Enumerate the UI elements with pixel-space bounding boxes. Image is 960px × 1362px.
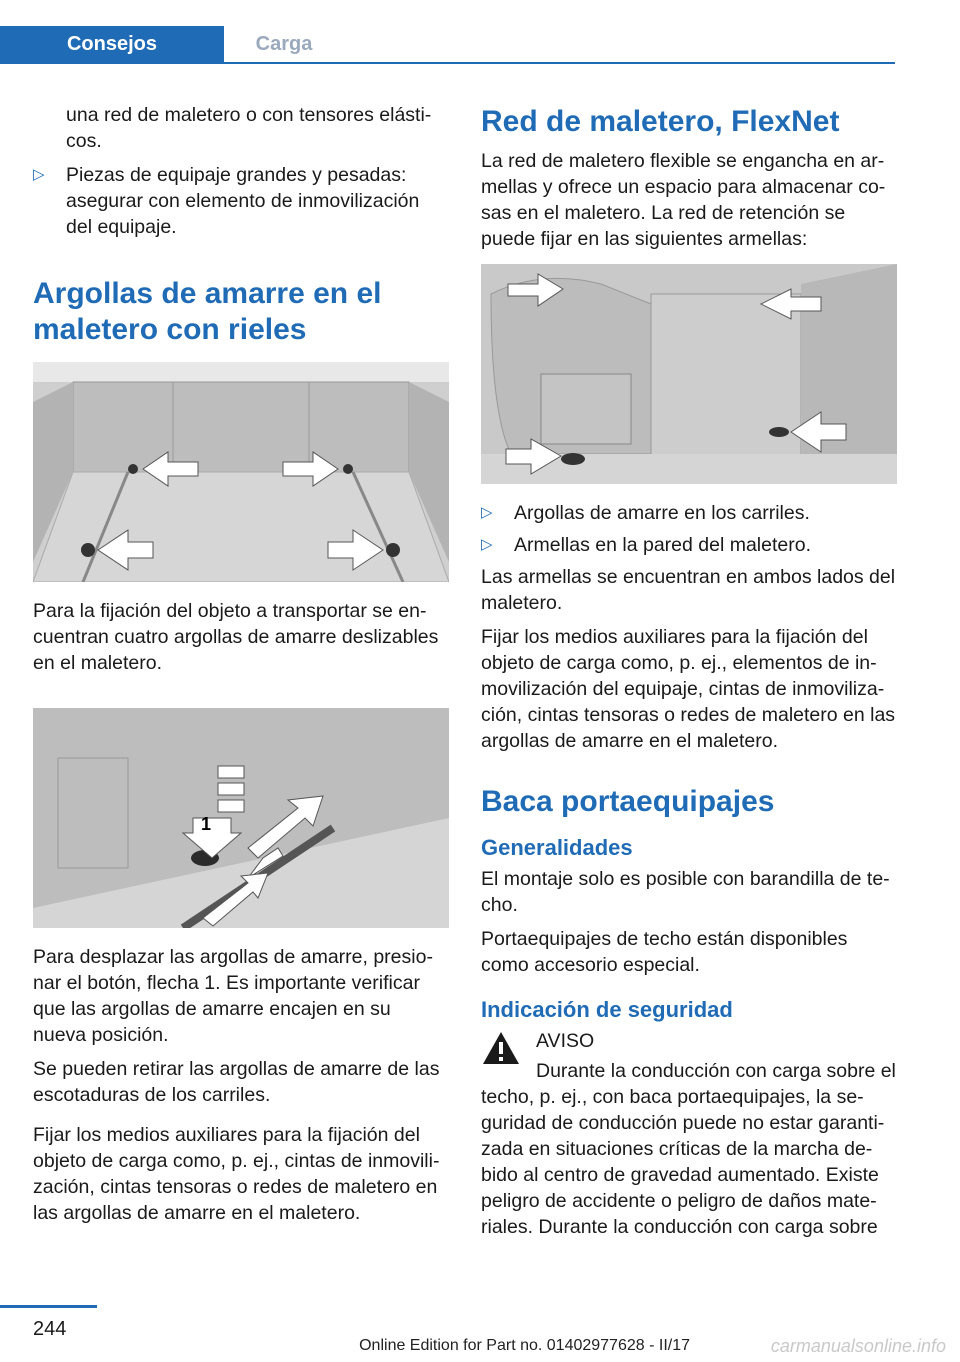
list-item: ▷ Armellas en la pared del maletero. xyxy=(481,534,811,556)
watermark: carmanualsonline.info xyxy=(770,1336,946,1356)
paragraph: Fijar los medios auxiliares para la fijación del objeto de carga como, p. ej., elementos de in-movilización del equipaje, cintas de inmoviliza-ción, cintas tensoras o redes de maletero en las argollas de amarre en el maletero. xyxy=(481,626,896,752)
paragraph: Para la fijación del objeto a transportar se en-cuentran cuatro argollas de amarre deslizables en el maletero. xyxy=(33,600,439,674)
paragraph: La red de maletero flexible se engancha en ar-mellas y ofrece un espacio para almacenar co-sas en el maletero. La red de retención se puede fijar en las siguientes armellas: xyxy=(481,150,886,250)
section-heading: Baca portaequipajes xyxy=(481,785,775,818)
warning-triangle-icon xyxy=(481,1030,521,1073)
edition-text: Online Edition for Part no. 01402977628 - II/17 xyxy=(359,1337,690,1354)
subsection-heading: Indicación de seguridad xyxy=(481,997,733,1022)
list-item: ▷ Argollas de amarre en los carriles. xyxy=(481,502,810,524)
paragraph: Se pueden retirar las argollas de amarre de las escotaduras de los carriles. xyxy=(33,1058,440,1106)
triangle-bullet-icon: ▷ xyxy=(481,504,493,521)
header-tabbar xyxy=(0,26,895,64)
triangle-bullet-icon: ▷ xyxy=(33,166,45,183)
subsection-heading: Generalidades xyxy=(481,835,633,860)
section-heading: Argollas de amarre en el maletero con rieles xyxy=(33,277,382,346)
left-column xyxy=(33,102,449,1234)
warning-text: Durante la conducción con carga sobre el techo, p. ej., con baca portaequipajes, la se-guridad de conducción puede no estar garanti-zada en situaciones críticas de la marcha de-bido al centro de gravedad aumentado. Existe peligro de accidente o peligro de daños mate-riales. Durante la conducción con carga sobre xyxy=(481,1060,896,1238)
tab-consejos[interactable]: Consejos xyxy=(0,26,224,62)
paragraph: Las armellas se encuentran en ambos lados del maletero. xyxy=(481,566,896,614)
warning-block xyxy=(481,1028,897,1054)
list-item: ▷ Piezas de equipaje grandes y pesadas: asegurar con elemento de inmovilización del equipaje. xyxy=(33,164,420,238)
paragraph: Fijar los medios auxiliares para la fijación del objeto de carga como, p. ej., cintas de inmovili-zación, cintas tensoras o redes de maletero en las argollas de amarre en el maletero. xyxy=(33,1124,440,1224)
right-column xyxy=(481,98,897,1248)
paragraph: Portaequipajes de techo están disponibles como accesorio especial. xyxy=(481,928,848,976)
trunk-rails-photo xyxy=(33,362,449,582)
paragraph: Para desplazar las argollas de amarre, presio-nar el botón, flecha 1. Es importante verificar que las argollas de amarre encajen en su nueva posición. xyxy=(33,946,433,1046)
flexnet-photo xyxy=(481,264,897,484)
page-number: 244 xyxy=(33,1318,67,1340)
continued-text: una red de maletero o con tensores elásti-cos. xyxy=(66,104,432,152)
paragraph: El montaje solo es posible con barandilla de te-cho. xyxy=(481,868,890,916)
triangle-bullet-icon: ▷ xyxy=(481,536,493,553)
footer-accent-line xyxy=(0,1305,97,1308)
rail-slide-photo xyxy=(33,708,449,928)
warning-title: AVISO xyxy=(536,1030,595,1052)
figure-label-1: 1 xyxy=(201,814,212,834)
section-heading: Red de maletero, FlexNet xyxy=(481,105,840,138)
tab-carga[interactable]: Carga xyxy=(255,32,313,55)
